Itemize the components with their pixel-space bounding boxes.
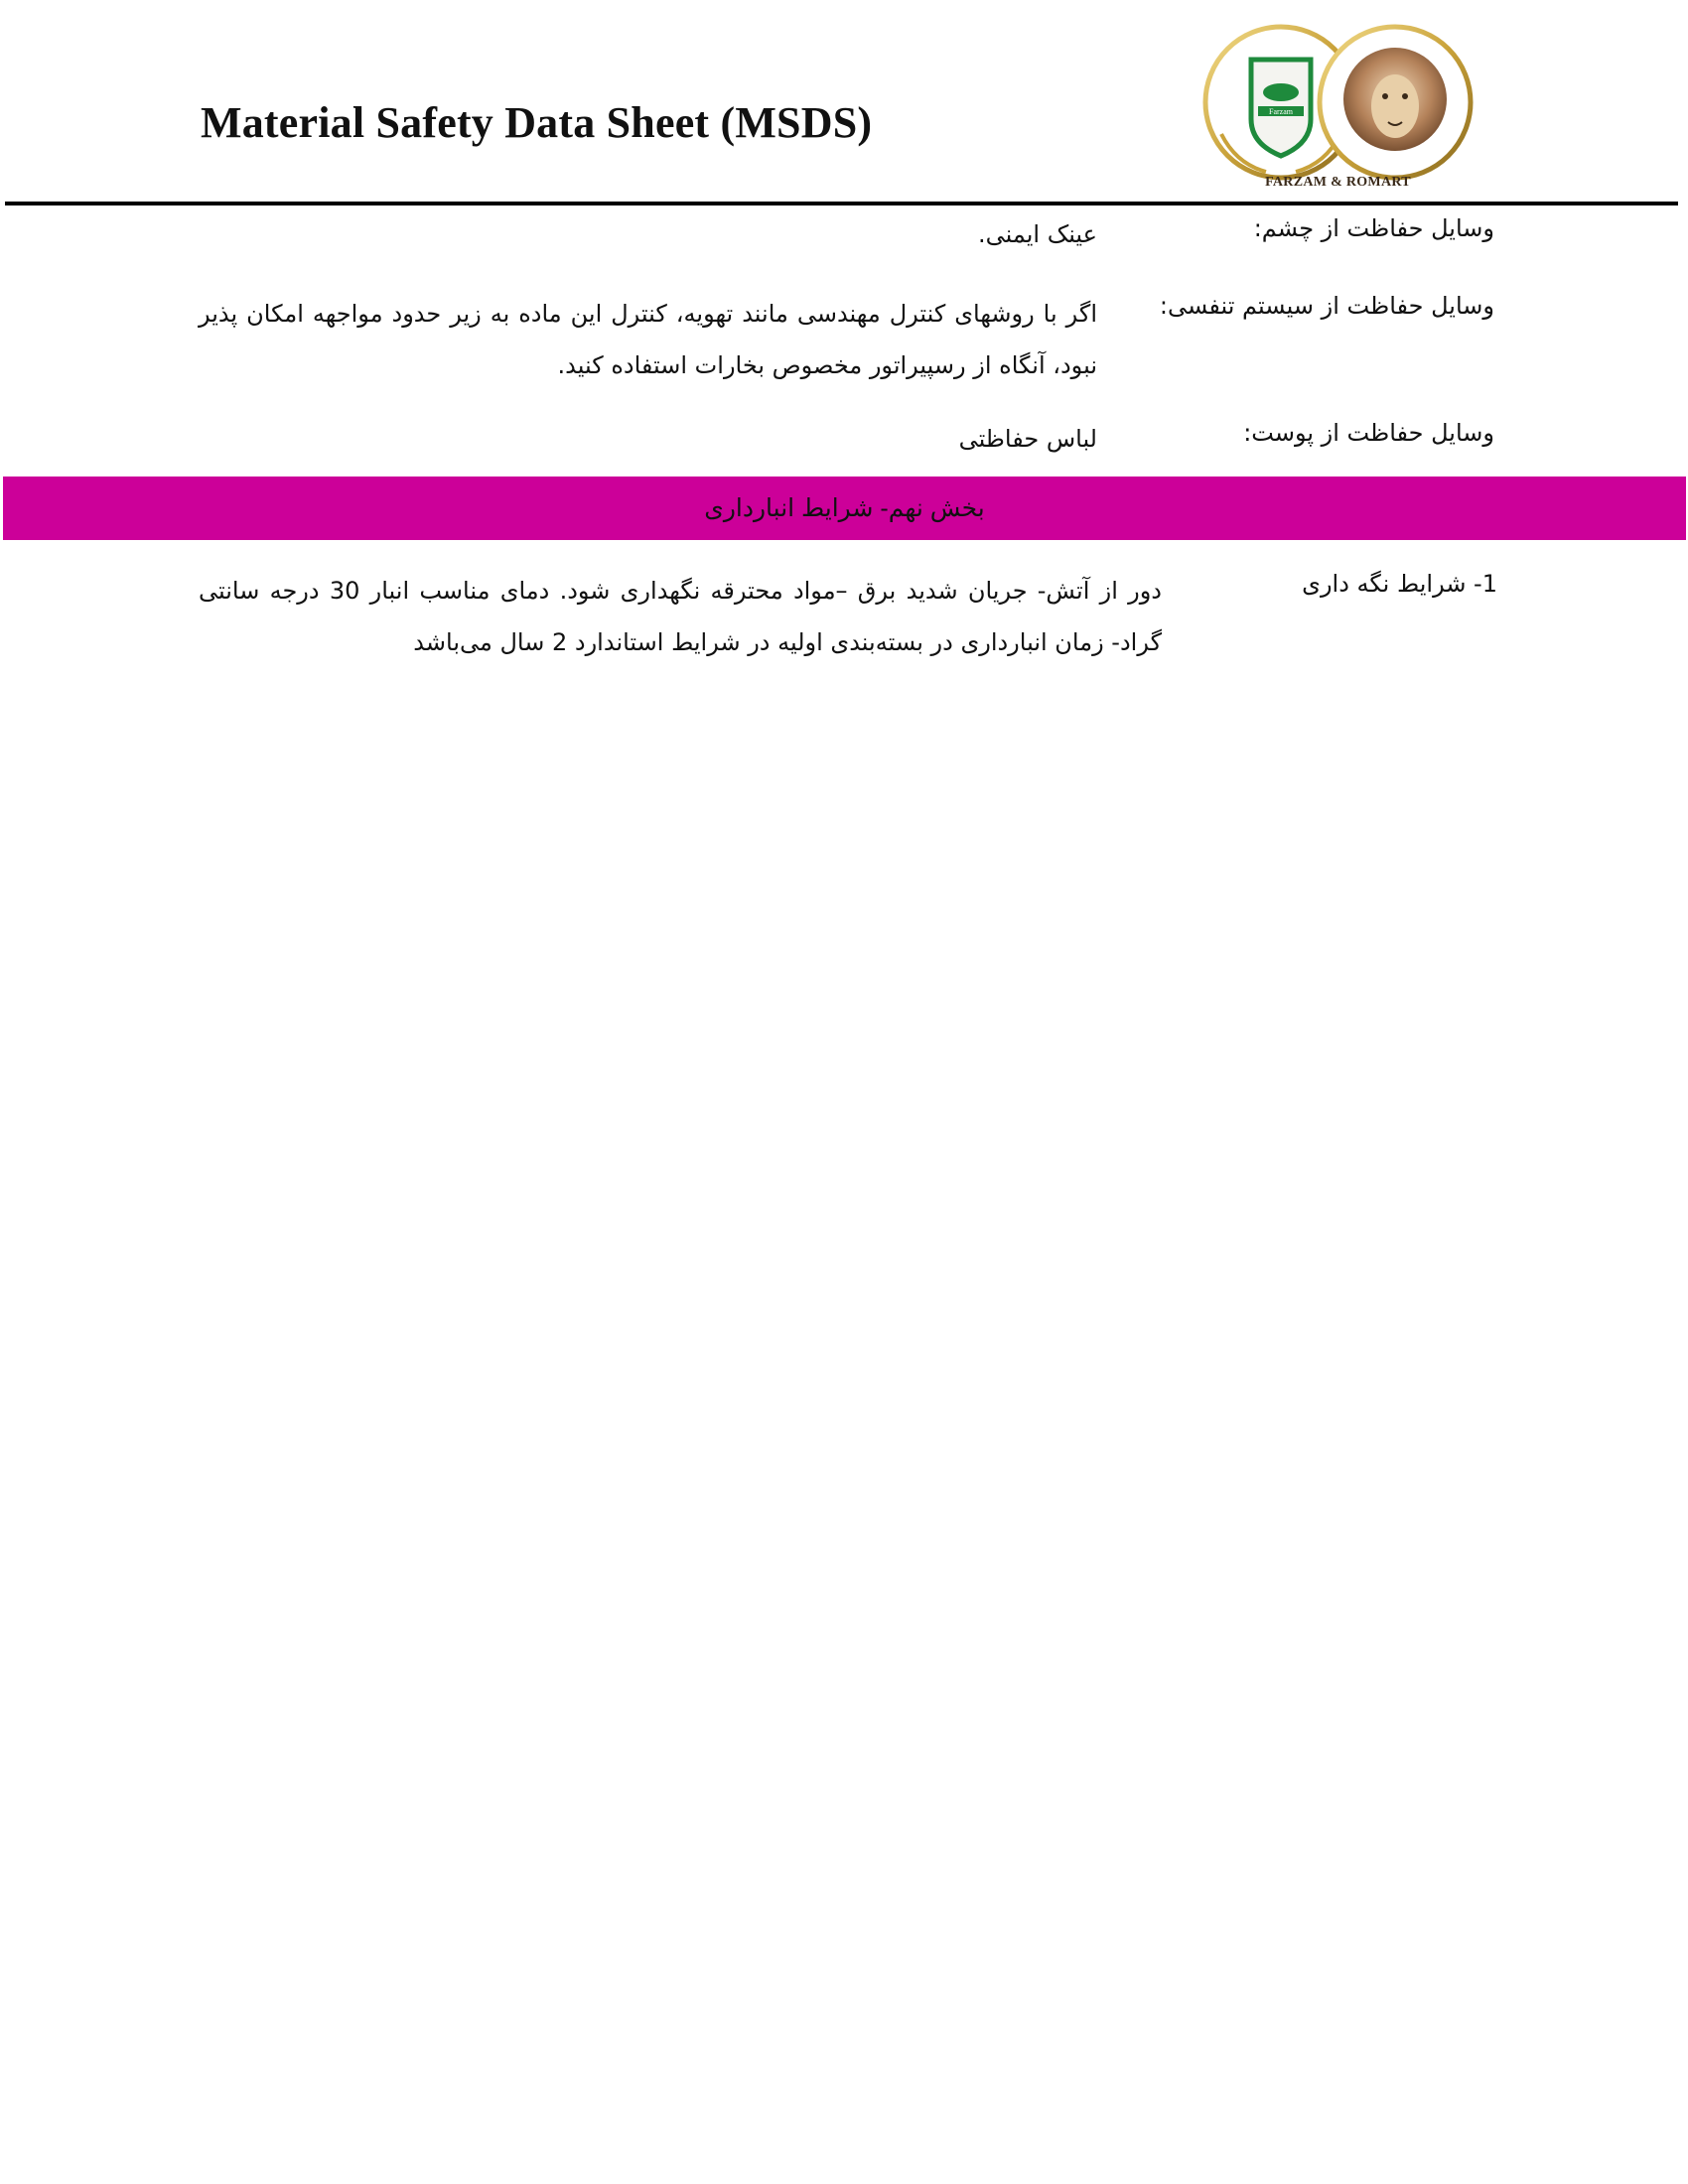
skin-protection-value: لباس حفاظتی xyxy=(958,425,1097,453)
company-logo xyxy=(1196,15,1479,199)
section-9-title: بخش نهم- شرایط انبارداری xyxy=(704,494,985,522)
respiratory-protection-value: اگر با روشهای کنترل مهندسی مانند تهویه، کنترل این ماده به زیر حدود مواجهه امکان پذیر نبود، آنگاه از رسپیراتور مخصوص بخارات استفاده کنید. xyxy=(199,300,1097,379)
logo-caption: FARZAM & ROMART xyxy=(1265,175,1411,190)
storage-conditions-value: دور از آتش- جریان شدید برق –مواد محترقه نگهداری شود. دمای مناسب انبار 30 درجه سانتی گراد- زمان انبارداری در بسته‌بندی اولیه در شرایط استاندارد 2 سال می‌باشد xyxy=(199,577,1162,656)
section-9-header xyxy=(3,477,1686,540)
header-divider xyxy=(5,202,1678,205)
respiratory-protection-label: وسایل حفاظت از سیستم تنفسی: xyxy=(1159,292,1494,320)
skin-protection-label: وسایل حفاظت از پوست: xyxy=(1243,419,1494,447)
logo-badge-text: Farzam xyxy=(1269,107,1293,116)
storage-conditions-label: 1- شرایط نگه داری xyxy=(1302,570,1497,598)
eye-protection-label: وسایل حفاظت از چشم: xyxy=(1253,214,1494,242)
eye-protection-value: عینک ایمنی. xyxy=(977,220,1097,248)
document-title: Material Safety Data Sheet (MSDS) xyxy=(201,98,873,147)
